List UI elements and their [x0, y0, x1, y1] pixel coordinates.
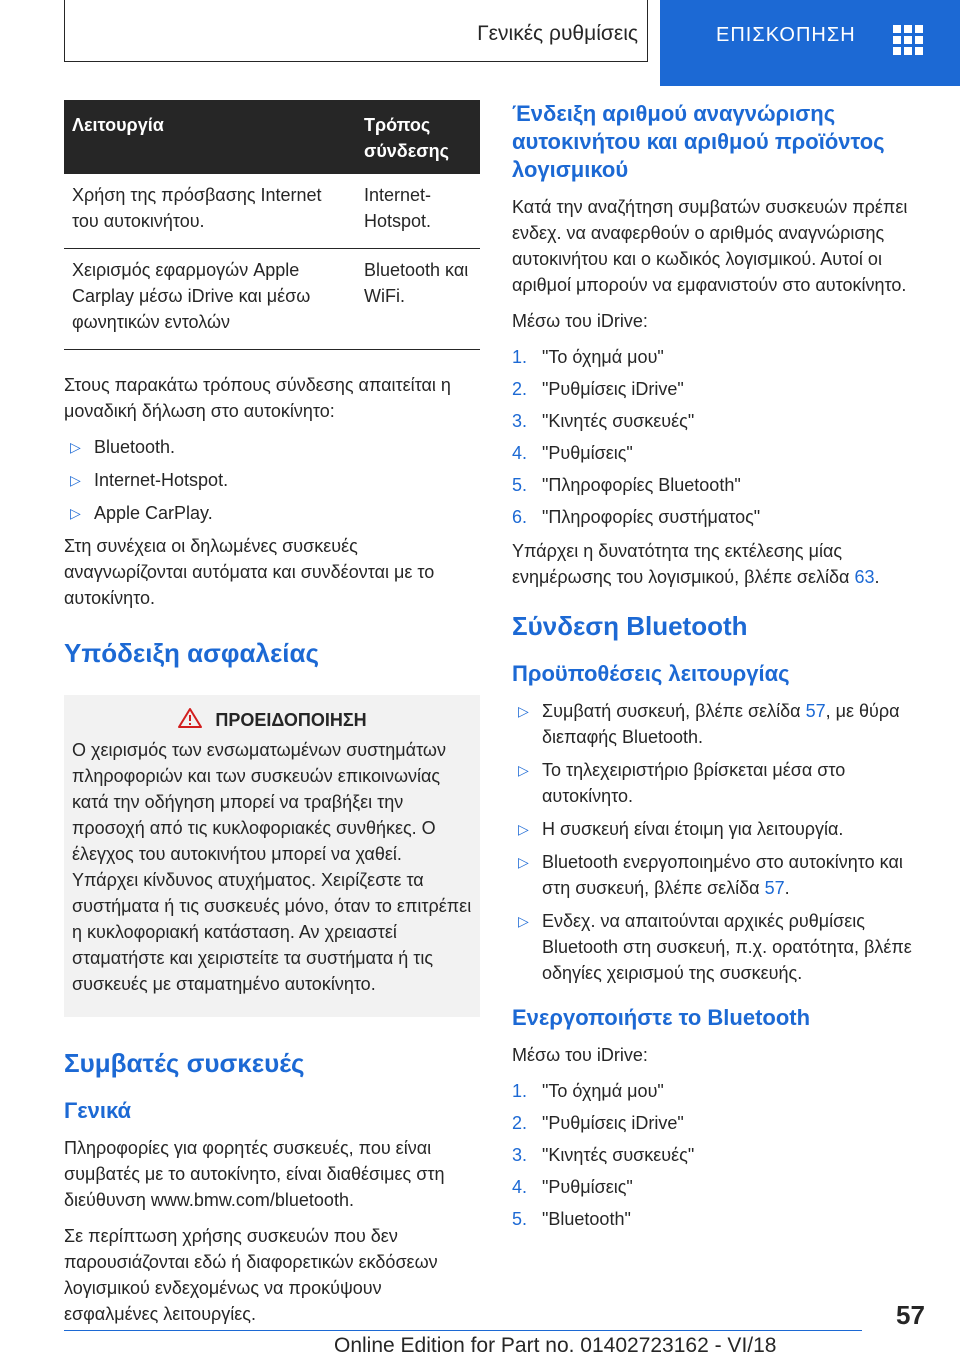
triangle-bullet-icon: ▷	[518, 762, 529, 778]
methods-list	[64, 434, 480, 526]
triangle-bullet-icon: ▷	[518, 913, 529, 929]
list-item: ▷ Το τηλεχειριστήριο βρίσκεται μέσα στο αυτοκίνητο.	[512, 757, 928, 809]
page-link[interactable]: 57	[764, 878, 785, 898]
id-heading: Ένδειξη αριθμού αναγνώρισης αυτοκινήτου και αριθμού προϊόντος λογισμικού	[512, 101, 885, 182]
via-text-2: Μέσω του iDrive:	[512, 1045, 648, 1065]
list-item: 6. "Πληροφορίες συστήματος"	[512, 507, 761, 527]
page-link[interactable]: 57	[805, 701, 826, 721]
steps-list-2	[512, 1078, 928, 1232]
general-text-2: Σε περίπτωση χρήσης συσκευών που δεν παρουσιάζονται εδώ ή διαφορετικών εκδόσεων λογισμικού ενδεχομένως να προκύψουν εσφαλμένες λειτουργίες.	[64, 1226, 438, 1324]
list-item: 2. "Ρυθμίσεις iDrive"	[512, 1113, 684, 1133]
prereq-heading: Προϋποθέσεις λειτουργίας	[512, 661, 790, 686]
update-text: Υπάρχει η δυνατότητα της εκτέλεσης μίας ενημέρωσης του λογισμικού, βλέπε σελίδα 63.	[512, 541, 880, 587]
devices-heading: Συμβατές συσκευές	[64, 1048, 305, 1078]
intro-text: Στους παρακάτω τρόπους σύνδεσης απαιτείται η μοναδική δήλωση στο αυτοκίνητο:	[64, 375, 451, 421]
list-item: ▷ Bluetooth ενεργοποιημένο στο αυτοκίνητο και στη συσκευή, βλέπε σελίδα 57.	[512, 849, 928, 901]
list-item: 1. "Το όχημά μου"	[512, 347, 664, 367]
left-column	[64, 100, 480, 1337]
list-item: ▷ Ενδεχ. να απαιτούνται αρχικές ρυθμίσεις Bluetooth στη συσκευή, π.χ. ορατότητα, βλέπε οδηγίες χειρισμού της συσκευής.	[512, 908, 928, 986]
triangle-bullet-icon: ▷	[518, 703, 529, 719]
warning-box	[64, 695, 480, 1017]
triangle-bullet-icon: ▷	[70, 505, 81, 521]
safety-heading: Υπόδειξη ασφαλείας	[64, 638, 320, 668]
table-row	[64, 249, 480, 350]
page-number: 57	[896, 1300, 925, 1330]
activate-heading: Ενεργοποιήστε το Bluetooth	[512, 1005, 811, 1030]
list-item: ▷ Bluetooth.	[64, 434, 480, 460]
list-item: 5. "Πληροφορίες Bluetooth"	[512, 475, 741, 495]
warning-triangle-icon	[177, 707, 203, 729]
list-item: 2. "Ρυθμίσεις iDrive"	[512, 379, 684, 399]
list-item: 5. "Bluetooth"	[512, 1209, 631, 1229]
footer-edition: Online Edition for Part no. 01402723162 - VI/18	[334, 1334, 777, 1357]
triangle-bullet-icon: ▷	[518, 854, 529, 870]
table-cell: Bluetooth και WiFi.	[356, 249, 480, 350]
list-item: 1. "Το όχημά μου"	[512, 1081, 664, 1101]
list-item: 4. "Ρυθμίσεις"	[512, 1177, 633, 1197]
steps-list-1	[512, 344, 928, 530]
chapter-tab[interactable]	[660, 0, 960, 86]
table-row	[64, 174, 480, 249]
bt-heading: Σύνδεση Bluetooth	[512, 611, 748, 641]
table-cell: Χειρισμός εφαρμογών Apple Carplay μέσω iDrive και μέσω φωνητικών εντολών	[64, 249, 356, 350]
list-item: ▷ Η συσκευή είναι έτοιμη για λειτουργία.	[512, 816, 928, 842]
right-column	[512, 100, 928, 1240]
general-text: Πληροφορίες για φορητές συσκευές, που είναι συμβατές με το αυτοκίνητο, είναι διαθέσιμες στη διεύθυνση www.bmw.com/bluetooth.	[64, 1138, 445, 1210]
table-header-method: Τρόπος σύνδεσης	[356, 100, 480, 174]
triangle-bullet-icon: ▷	[70, 472, 81, 488]
list-item: 4. "Ρυθμίσεις"	[512, 443, 633, 463]
id-text: Κατά την αναζήτηση συμβατών συσκευών πρέπει ενδεχ. να αναφερθούν ο αριθμός αναγνώρισης αυτοκινήτου και ο κωδικός λογισμικού. Αυτοί οι αριθμοί μπορούν να εμφανιστούν στο αυτοκίνητο.	[512, 197, 908, 295]
footer-divider	[64, 1330, 862, 1331]
via-text: Μέσω του iDrive:	[512, 311, 648, 331]
triangle-bullet-icon: ▷	[518, 821, 529, 837]
list-item: ▷ Apple CarPlay.	[64, 500, 480, 526]
page-link[interactable]: 63	[854, 567, 875, 587]
prereq-list	[512, 698, 928, 986]
general-heading: Γενικά	[64, 1098, 132, 1123]
list-item: ▷ Συμβατή συσκευή, βλέπε σελίδα 57, με θύρα διεπαφής Bluetooth.	[512, 698, 928, 750]
after-text: Στη συνέχεια οι δηλωμένες συσκευές αναγνωρίζονται αυτόματα και συνδέονται με το αυτοκίνητο.	[64, 536, 435, 608]
triangle-bullet-icon: ▷	[70, 439, 81, 455]
warning-text: Ο χειρισμός των ενσωματωμένων συστημάτων πληροφοριών και των συσκευών επικοινωνίας κατά την οδήγηση μπορεί να τραβήξει την προσοχή από τις κυκλοφοριακές συνθήκες. Ο έλεγχος του αυτοκινήτου μπορεί να χαθεί. Υπάρχει κίνδυνος ατυχήματος. Χειρίζεστε τα συστήματα ή τις συσκευές μόνο, όταν το επιτρέπει η κυκλοφοριακή κατάσταση. Αν χρειαστεί σταματήστε και χειριστείτε τα συστήματα ή τις συσκευές με σταματημένο αυτοκίνητο.	[72, 740, 472, 994]
list-item: ▷ Internet-Hotspot.	[64, 467, 480, 493]
chapter-label: ΕΠΙΣΚΟΠΗΣΗ	[716, 24, 856, 46]
grid-icon[interactable]	[893, 25, 923, 55]
section-title: Γενικές ρυθμίσεις	[477, 22, 638, 45]
connection-table	[64, 100, 480, 350]
list-item: 3. "Κινητές συσκευές"	[512, 1145, 695, 1165]
table-header-function: Λειτουργία	[64, 100, 356, 174]
table-cell: Χρήση της πρόσβασης Internet του αυτοκινήτου.	[64, 174, 356, 249]
warning-title: ΠΡΟΕΙΔΟΠΟΙΗΣΗ	[215, 710, 367, 730]
table-cell: Internet-Hotspot.	[356, 174, 480, 249]
list-item: 3. "Κινητές συσκευές"	[512, 411, 695, 431]
